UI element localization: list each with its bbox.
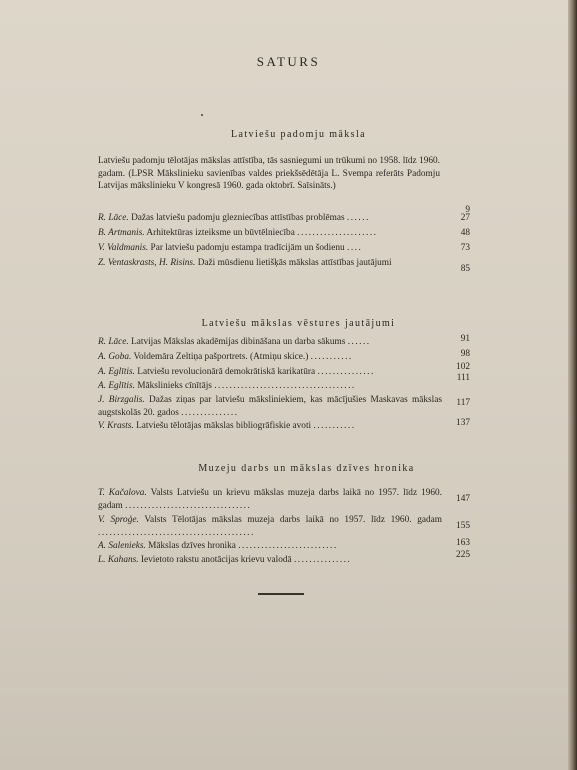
entry-author: A. Eglītis. <box>98 381 135 391</box>
page-number: 73 <box>460 243 470 253</box>
page-number: 111 <box>456 373 470 383</box>
dot-leader: ............... <box>317 367 375 377</box>
entry-title: Latviešu padomju tēlotājas mākslas attīstība, tās sasniegumi un trūkumi no 1958. līdz 1960. gadam. (LPSR Mākslinieku savienības valdes priekšsēdētāja L. Svempa referāts Padomju Latvijas mākslinieku V kongresā 1960. gada oktobrī. Saīsināts.) <box>98 156 440 192</box>
dot-leader: ...... <box>347 337 371 347</box>
dot-leader: ...... <box>346 213 370 223</box>
entry-text <box>98 366 442 379</box>
entry-title: Latviešu tēlotājas mākslas bibliogrāfiskie avoti <box>136 421 312 431</box>
dot-leader: .... <box>347 243 363 253</box>
section-heading: Latviešu mākslas vēstures jautājumi <box>201 318 396 329</box>
dot-leader: ................................. <box>125 500 252 511</box>
toc-entry <box>0 155 577 215</box>
section-heading: Muzeju darbs un mākslas dzīves hronika <box>198 463 415 474</box>
entry-title: Latvijas Mākslas akadēmijas dibināšana un darba sākums <box>131 337 346 347</box>
section-soviet-art <box>0 129 577 152</box>
entry-author: A. Saleniеks. <box>98 541 146 551</box>
ink-speck <box>201 114 203 116</box>
dot-leader: ........... <box>313 421 356 431</box>
page-number: 91 <box>460 334 470 344</box>
dot-leader: ..................... <box>297 228 378 238</box>
dot-leader: ......................................... <box>98 527 255 538</box>
entry-title: Valsts Latviešu un krievu mākslas muzeja darbs laikā no 1957. līdz 1960. gadam <box>98 488 442 511</box>
page-number: 85 <box>460 264 470 274</box>
entry-author: L. Kahans. <box>98 555 139 565</box>
dot-leader: ..................................... <box>214 381 356 391</box>
entry-author: V. Sproģe. <box>98 515 139 525</box>
entry-text <box>98 540 442 553</box>
entry-text <box>98 257 442 270</box>
section-museum-chronicle <box>0 463 577 486</box>
page-number: 225 <box>456 550 470 560</box>
entry-text <box>98 554 442 567</box>
entry-title: Valsts Tēlotājas mākslas muzeja darbs laikā no 1957. līdz 1960. gadam <box>144 515 443 525</box>
entry-title: Dažas ziņas par latviešu māksliniekiem, kas mācījušies Maskavas mākslas augstskolās 20. gados <box>98 395 443 418</box>
entry-author: R. Lāce. <box>98 213 129 223</box>
entry-title: Voldemāra Zeltiņa pašportrets. (Atmiņu skice.) <box>133 352 309 362</box>
entry-title: Dažas latviešu padomju glezniecības attīstības problēmas <box>131 213 345 223</box>
entry-author: R. Lāce. <box>98 337 129 347</box>
page-number: 27 <box>460 213 470 223</box>
page-number: 163 <box>456 538 470 548</box>
entry-author: A. Goba. <box>98 352 132 362</box>
page-number: 102 <box>456 362 470 372</box>
entry-text <box>98 514 442 539</box>
dot-leader: ........... <box>310 352 353 362</box>
entry-text <box>98 351 442 364</box>
entry-title: Arhitektūras izteiksme un būvtēlniecība <box>146 228 295 238</box>
entry-text <box>98 420 442 433</box>
page-number: 117 <box>456 398 470 408</box>
page-number: 147 <box>456 494 470 504</box>
dot-leader: ............... <box>293 555 352 565</box>
entry-title: Mākslinieks cīnītājs <box>137 381 212 391</box>
entry-text <box>98 487 442 512</box>
entry-text <box>98 242 442 255</box>
entry-author: T. Kačalova. <box>98 488 147 498</box>
entry-author: J. Birzgalis. <box>98 395 145 405</box>
page-number: 137 <box>456 418 470 428</box>
page-number: 155 <box>456 521 470 531</box>
entry-text <box>98 155 440 193</box>
section-heading: Latviešu padomju māksla <box>231 129 366 140</box>
entry-title: Par latviešu padomju estampa tradīcijām un šodienu <box>150 243 345 253</box>
entry-text <box>98 227 442 240</box>
page-title: SATURS <box>256 54 321 69</box>
dot-leader: .......................... <box>238 541 338 551</box>
entry-author: B. Artmanis. <box>98 228 145 238</box>
entry-text <box>98 212 442 225</box>
entry-author: V. Valdmanis. <box>98 243 149 253</box>
closing-rule <box>258 593 304 595</box>
entry-title: Latviešu revolucionārā demokrātiskā karikatūra <box>137 367 316 377</box>
page-edge-shadow <box>568 0 577 770</box>
entry-title: Daži mūsdienu lietišķās mākslas attīstības jautājumi <box>197 258 392 268</box>
entry-author: A. Eglītis. <box>98 367 135 377</box>
entry-title: Ievietoto rakstu anotācijas krievu valodā <box>140 555 292 565</box>
page-number: 48 <box>460 228 470 238</box>
entry-author: V. Krasts. <box>98 421 134 431</box>
page-number: 9 <box>465 205 470 215</box>
entry-text <box>98 336 442 349</box>
entry-text <box>98 380 442 393</box>
entry-text <box>98 394 442 419</box>
page-number: 98 <box>460 349 470 359</box>
dot-leader: ............... <box>181 407 239 418</box>
entry-title: Mākslas dzīves hronika <box>148 541 236 551</box>
entry-author: Z. Ventaskrasts, H. Risins. <box>98 258 196 268</box>
